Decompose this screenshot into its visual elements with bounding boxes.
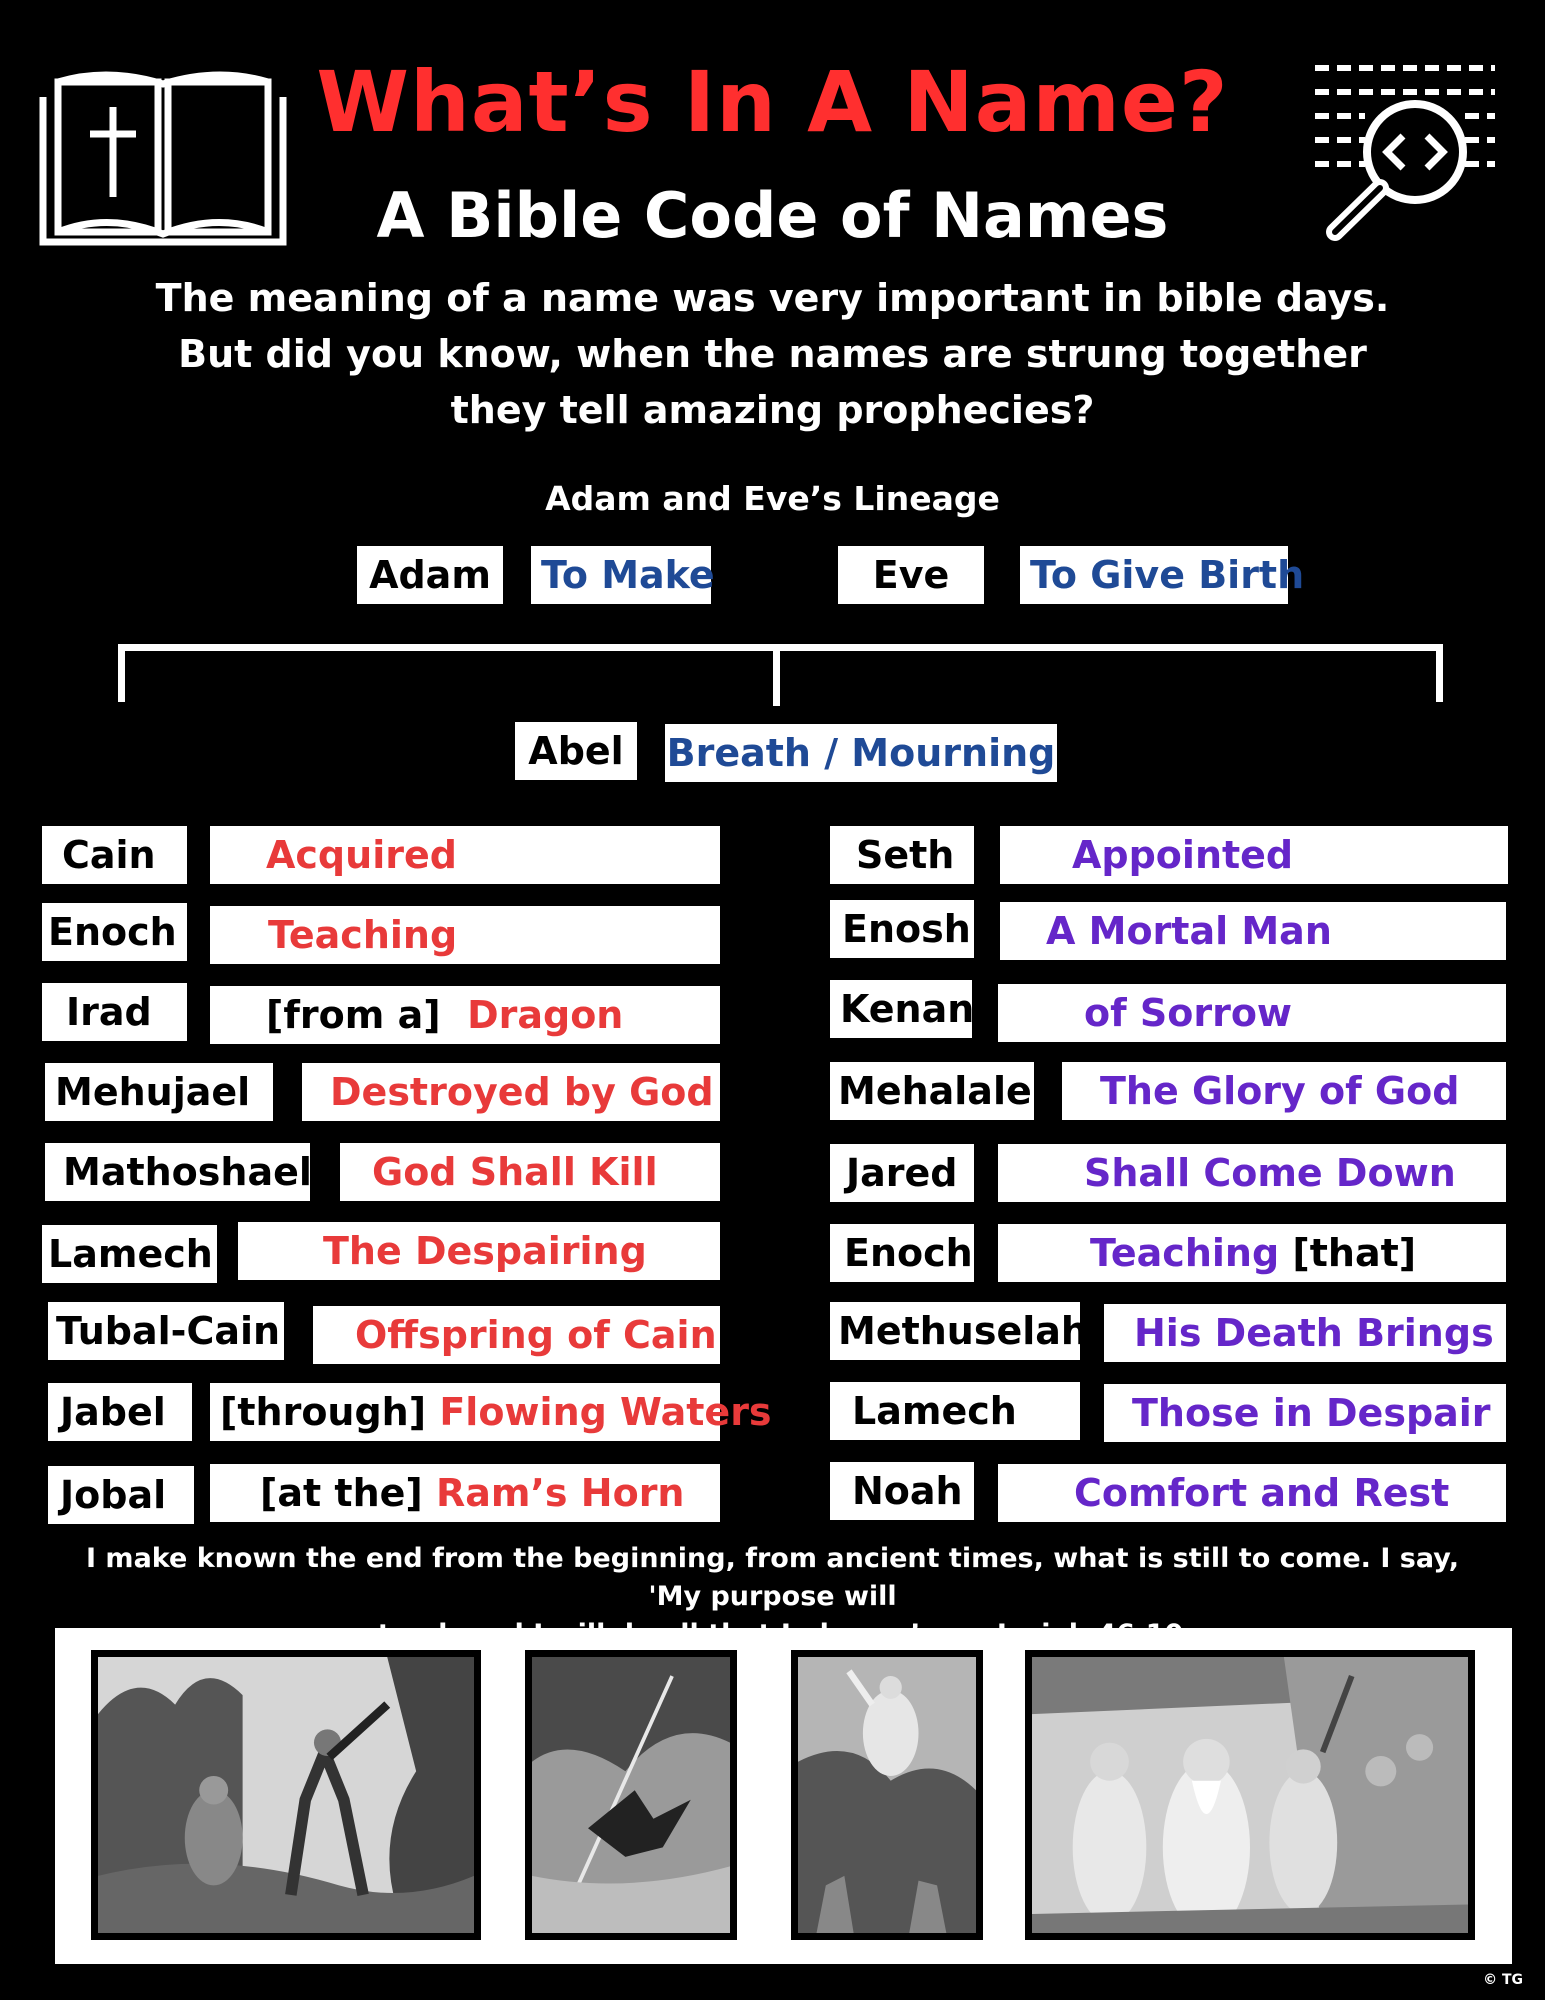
cain-line-name: Irad	[42, 983, 187, 1041]
meaning-text: The Glory of God	[1100, 1069, 1460, 1113]
meaning-text: Those in Despair	[1132, 1391, 1491, 1435]
prefix-text: [through]	[220, 1390, 427, 1434]
tree-center-drop	[773, 644, 780, 706]
enoch-ascending-engraving	[791, 1650, 983, 1940]
eve-name-box: Eve	[838, 546, 984, 604]
meaning-text: of Sorrow	[1084, 991, 1293, 1035]
seth-line-meaning	[1000, 902, 1506, 960]
seth-line-meaning	[1104, 1384, 1506, 1442]
meaning-text: Destroyed by God	[330, 1070, 714, 1114]
seth-line-name: Noah	[830, 1462, 974, 1520]
copyright: © TG	[1483, 1972, 1523, 1988]
meaning-text: God Shall Kill	[372, 1150, 658, 1194]
cain-line-name: Mathoshael	[45, 1143, 310, 1201]
seth-line-meaning	[1062, 1062, 1506, 1120]
suffix-text: [that]	[1292, 1231, 1417, 1275]
seth-line-name: Enosh	[830, 900, 974, 958]
meaning-text: Dragon	[467, 993, 624, 1037]
seth-line-meaning	[1000, 826, 1508, 884]
intro-text	[150, 270, 1395, 438]
intro-line: The meaning of a name was very important in bible days.	[155, 276, 1390, 320]
tree-left-drop	[118, 644, 125, 702]
cain-line-meaning	[313, 1306, 720, 1364]
intro-line: But did you know, when the names are strung together	[178, 332, 1367, 376]
meaning-text: A Mortal Man	[1046, 909, 1332, 953]
cain-and-abel-engraving	[91, 1650, 481, 1940]
seth-line-meaning	[998, 1464, 1506, 1522]
seth-line-name: Kenan	[830, 980, 972, 1038]
dragon-falling-engraving	[525, 1650, 737, 1940]
cain-line-meaning	[210, 1464, 720, 1522]
noah-family-ark-engraving	[1025, 1650, 1475, 1940]
cain-line-name: Mehujael	[45, 1063, 273, 1121]
prefix-text: [from a]	[266, 993, 441, 1037]
quote-line: I make known the end from the beginning, from ancient times, what is still to come. I say, 'My purpose will	[85, 1543, 1459, 1612]
tree-right-drop	[1436, 644, 1443, 702]
seth-line-meaning	[1104, 1304, 1506, 1362]
meaning-text: Teaching	[268, 913, 458, 957]
abel-meaning-box: Breath / Mourning	[665, 724, 1057, 782]
cain-line-meaning	[210, 986, 720, 1044]
adam-meaning-box: To Make	[531, 546, 711, 604]
engraving-strip	[55, 1628, 1512, 1964]
cain-line-meaning	[238, 1222, 720, 1280]
abel-name-box: Abel	[515, 722, 637, 780]
adam-name-box: Adam	[357, 546, 503, 604]
cain-line-meaning	[210, 1383, 772, 1441]
cain-line-meaning	[210, 826, 720, 884]
seth-line-name: Mehalalel	[830, 1062, 1034, 1120]
cain-line-meaning	[340, 1143, 720, 1201]
seth-line-name: Seth	[830, 826, 974, 884]
meaning-text: Teaching	[1090, 1231, 1280, 1275]
seth-line-name: Enoch	[830, 1224, 974, 1282]
seth-line-name: Lamech	[830, 1382, 1080, 1440]
meaning-text: Offspring of Cain	[355, 1313, 717, 1357]
seth-line-name: Jared	[830, 1144, 974, 1202]
seth-line-meaning	[998, 1144, 1506, 1202]
meaning-text: Flowing Waters	[439, 1390, 772, 1434]
intro-line: they tell amazing prophecies?	[450, 388, 1095, 432]
lineage-title: Adam and Eve’s Lineage	[545, 479, 1000, 518]
seth-line-meaning	[998, 984, 1506, 1042]
seth-line-meaning	[998, 1224, 1506, 1282]
tree-horizontal-line	[118, 644, 1443, 651]
cain-line-name: Lamech	[42, 1225, 217, 1283]
meaning-text: Acquired	[266, 833, 457, 877]
page-subtitle: A Bible Code of Names	[376, 179, 1169, 252]
meaning-text: Comfort and Rest	[1074, 1471, 1450, 1515]
cain-line-name: Jobal	[48, 1466, 194, 1524]
eve-meaning-box: To Give Birth	[1020, 546, 1288, 604]
meaning-text: The Despairing	[323, 1229, 647, 1273]
cain-line-name: Jabel	[48, 1383, 192, 1441]
meaning-text: Ram’s Horn	[436, 1471, 685, 1515]
page-title: What’s In A Name?	[316, 53, 1229, 151]
prefix-text: [at the]	[260, 1471, 423, 1515]
cain-line-meaning	[210, 906, 720, 964]
cain-line-name: Tubal-Cain	[48, 1302, 284, 1360]
cain-line-meaning	[302, 1063, 720, 1121]
seth-line-name: Methuselah	[830, 1302, 1080, 1360]
meaning-text: Shall Come Down	[1084, 1151, 1456, 1195]
meaning-text: Appointed	[1072, 833, 1294, 877]
meaning-text: His Death Brings	[1134, 1311, 1494, 1355]
cain-line-name: Cain	[42, 826, 187, 884]
cain-line-name: Enoch	[42, 903, 187, 961]
